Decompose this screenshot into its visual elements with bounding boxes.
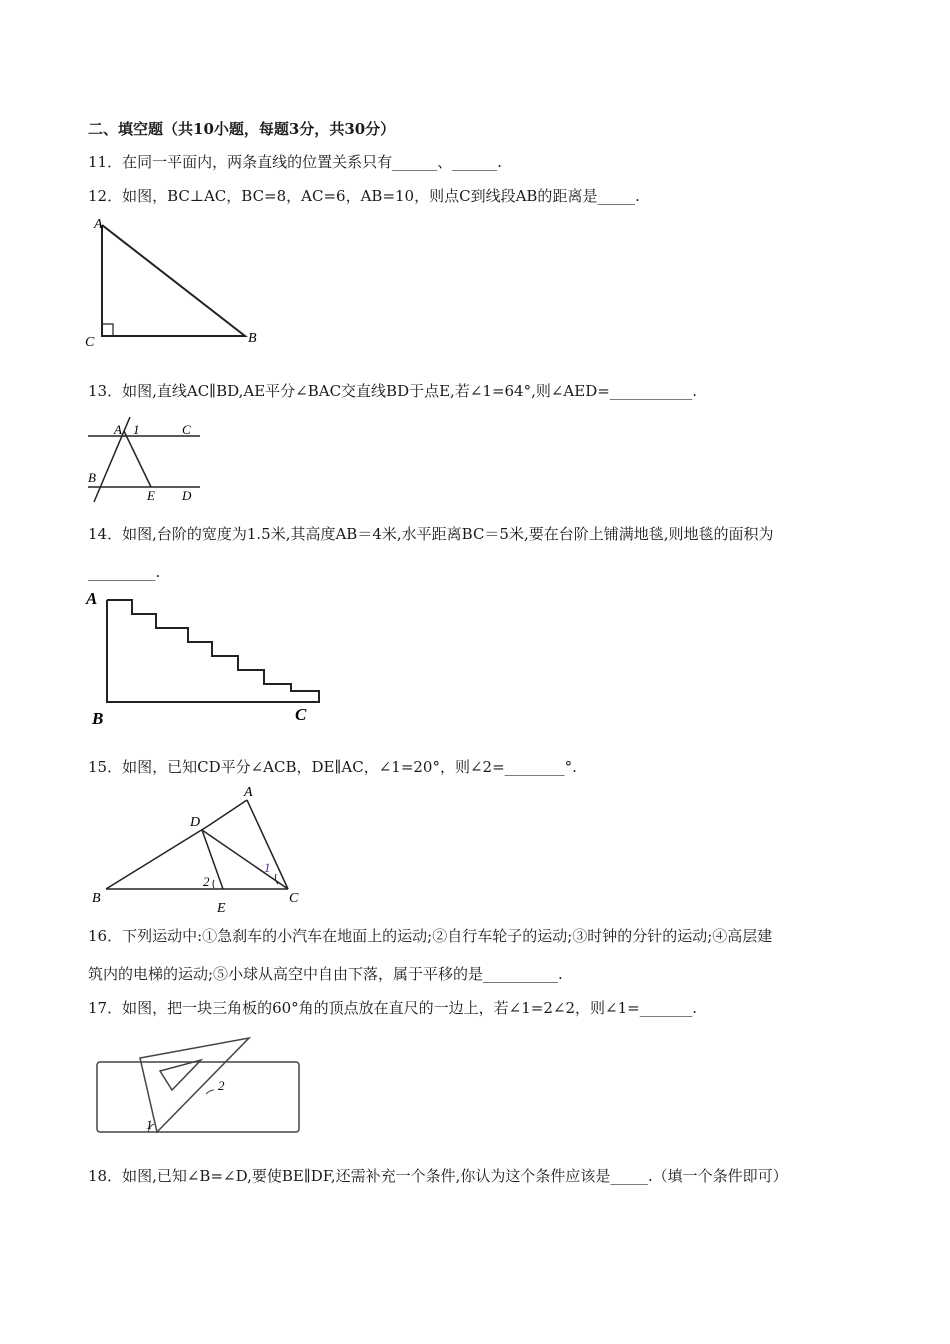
question-11: 11．在同一平面内，两条直线的位置关系只有______、______. xyxy=(88,153,502,171)
label-d: D xyxy=(182,488,192,503)
section-title: 二、填空题（共10小题，每题3分，共30分） xyxy=(88,120,396,138)
label-1: 1 xyxy=(133,422,140,437)
label-1: 1 xyxy=(146,1117,153,1132)
question-17: 17．如图，把一块三角板的60°角的顶点放在直尺的一边上，若∠1=2∠2，则∠1=_______. xyxy=(88,999,697,1017)
figure-q13 xyxy=(80,410,220,505)
label-c: C xyxy=(289,891,299,906)
question-13: 13．如图,直线AC∥BD,AE平分∠BAC交直线BD于点E,若∠1=64°,则∠AED=___________. xyxy=(88,382,698,400)
label-d: D xyxy=(190,815,201,830)
figure-q14 xyxy=(80,588,330,733)
label-a: A xyxy=(86,589,98,608)
label-2: 2 xyxy=(203,874,210,889)
figure-q15 xyxy=(80,778,320,918)
question-14: 14．如图,台阶的宽度为1.5米,其高度AB＝4米,水平距离BC＝5米,要在台阶上铺满地毯,则地毯的面积为 xyxy=(88,525,774,543)
figure-q12 xyxy=(80,210,270,355)
ruler xyxy=(97,1062,299,1132)
label-b: B xyxy=(248,331,257,346)
label-c: C xyxy=(295,705,307,724)
question-14-cont: _________. xyxy=(88,563,161,581)
label-e: E xyxy=(217,901,226,916)
label-b: B xyxy=(88,470,96,485)
label-c: C xyxy=(85,335,95,350)
question-15: 15．如图，已知CD平分∠ACB，DE∥AC，∠1=20°，则∠2=________°. xyxy=(88,758,577,776)
question-16-cont: 筑内的电梯的运动;⑤小球从高空中自由下落，属于平移的是__________. xyxy=(88,965,563,983)
label-b: B xyxy=(92,891,101,906)
label-2: 2 xyxy=(218,1078,225,1093)
label-1: 1 xyxy=(264,860,271,875)
label-b: B xyxy=(92,709,104,728)
label-c: C xyxy=(182,422,191,437)
label-e: E xyxy=(147,488,155,503)
triangle-ruler xyxy=(140,1038,249,1132)
question-16: 16．下列运动中:①急刹车的小汽车在地面上的运动;②自行车轮子的运动;③时钟的分针的运动;④高层建 xyxy=(88,927,773,945)
label-a: A xyxy=(114,422,122,437)
label-a: A xyxy=(244,785,253,800)
label-a: A xyxy=(94,217,103,232)
question-12: 12．如图，BC⊥AC，BC=8，AC=6，AB=10，则点C到线段AB的距离是_____. xyxy=(88,187,640,205)
figure-q17 xyxy=(92,1030,307,1140)
question-18: 18．如图,已知∠B=∠D,要使BE∥DF,还需补充一个条件,你认为这个条件应该是_____.（填一个条件即可） xyxy=(88,1167,788,1185)
